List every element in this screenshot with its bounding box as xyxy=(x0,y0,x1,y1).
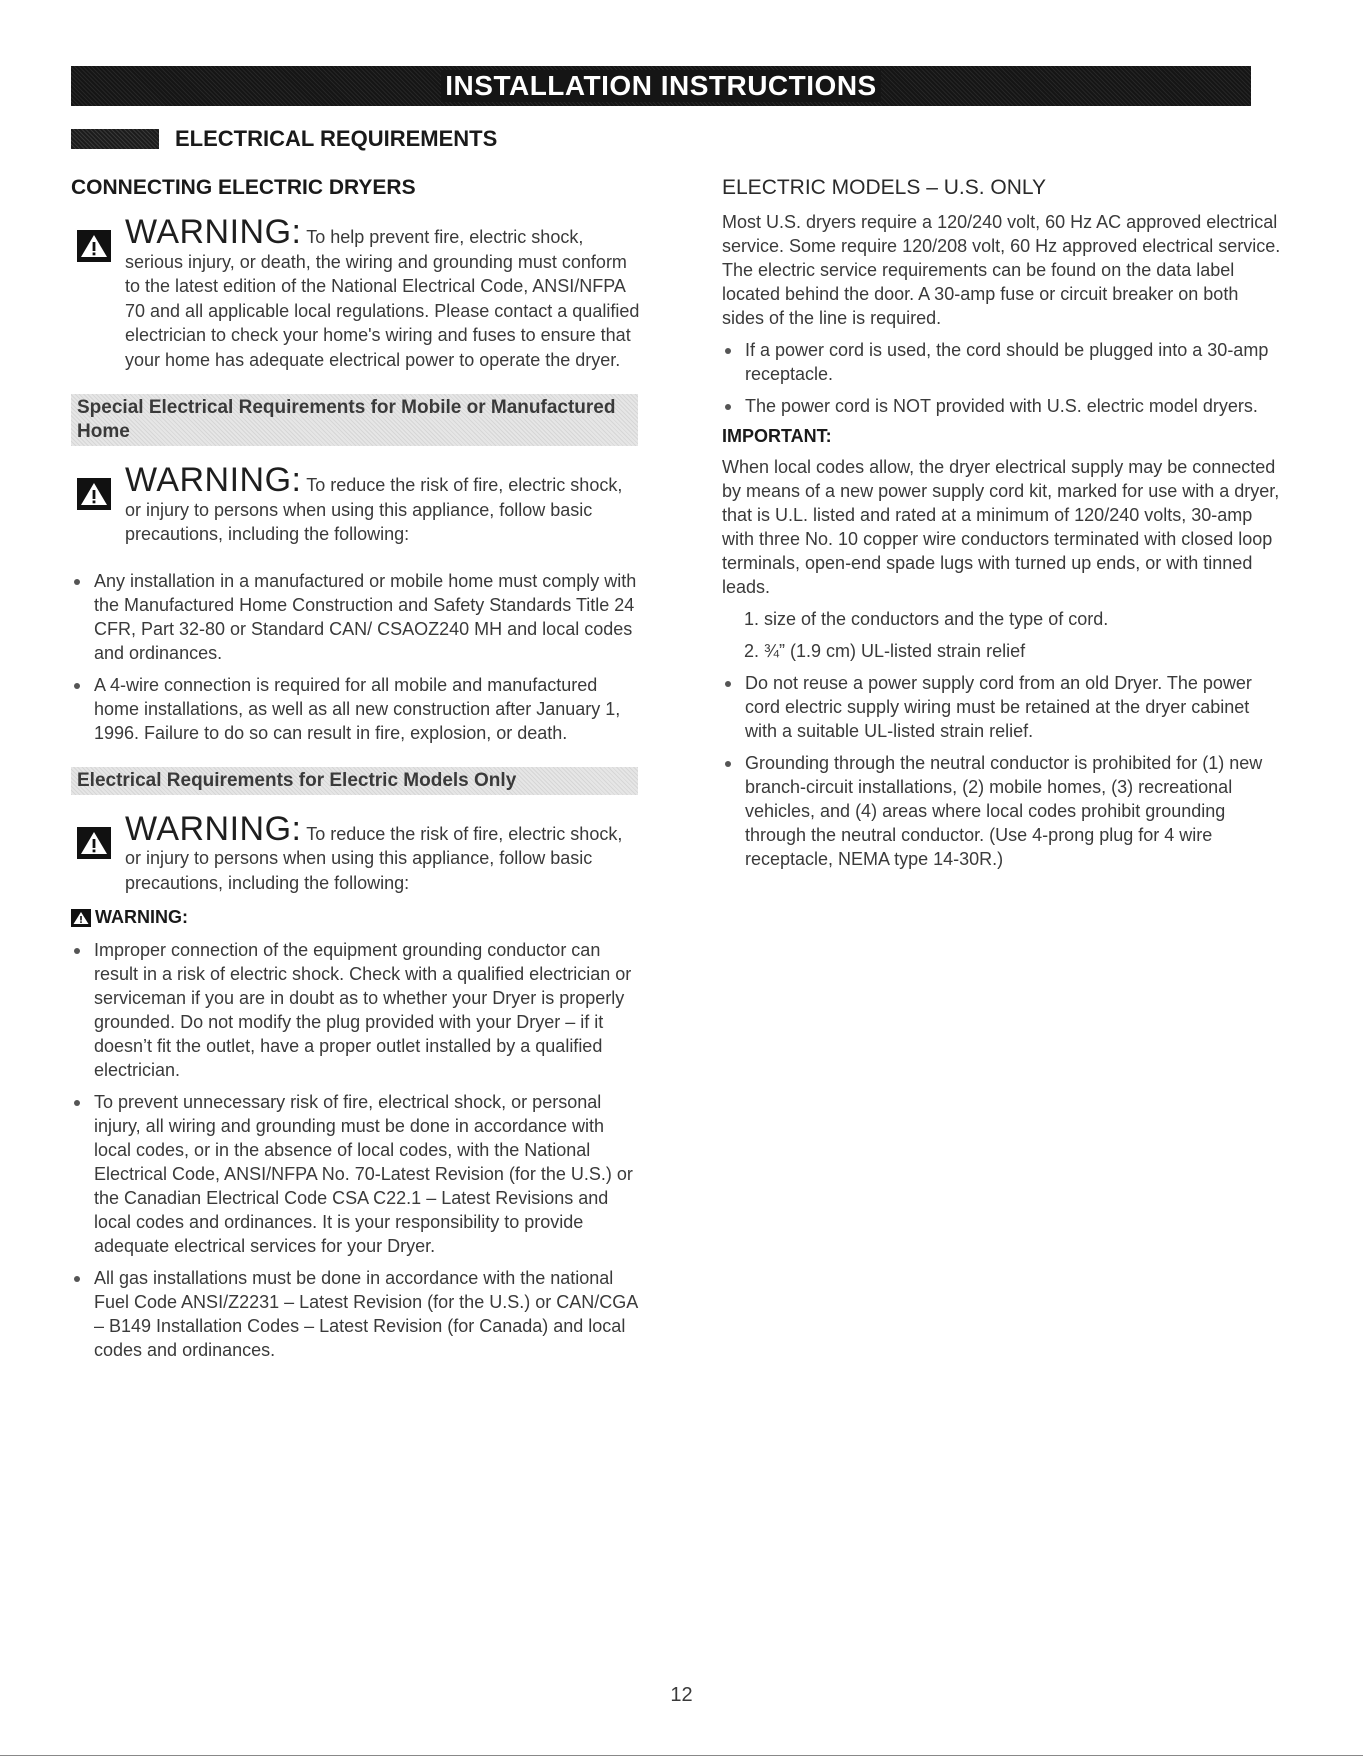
list-item: Grounding through the neutral conductor is prohibited for (1) new branch-circuit installations, (2) mobile homes, (3) recreational vehicles, and (4) areas where local codes prohibit grounding through the neutral conductor. (Use 4-prong plug for 4 wire receptacle, NEMA type 14-30R.) xyxy=(722,751,1282,871)
list-item: A 4-wire connection is required for all mobile and manufactured home installations, as well as all new construction after January 1, 1996. Failure to do so can result in fire, explosion, or death. xyxy=(71,673,641,745)
list-item: To prevent unnecessary risk of fire, electrical shock, or personal injury, all wiring and grounding must be done in accordance with local codes, or in the absence of local codes, with the National Electrical Code, ANSI/NFPA No. 70-Latest Revision (for the U.S.) or the Canadian Electrical Code CSA C22.1 – Latest Revisions and local codes and ordinances. It is your responsibility to provide adequate electrical services for your Dryer. xyxy=(71,1090,641,1258)
small-warning-label: WARNING: xyxy=(95,907,188,927)
list-item: Improper connection of the equipment grounding conductor can result in a risk of electric shock. Check with a qualified electrician or serviceman if you are in doubt as to whether your Dryer is properly grounded. Do not modify the plug provided with your Dryer – if it doesn’t fit the outlet, have a proper outlet installed by a qualified electrician. xyxy=(71,938,641,1082)
left-column xyxy=(71,176,641,1370)
important-label: IMPORTANT: xyxy=(722,426,832,446)
list-item: 2. ¾” (1.9 cm) UL-listed strain relief xyxy=(744,641,1026,661)
right-column xyxy=(722,176,1282,879)
list-item: Do not reuse a power supply cord from an old Dryer. The power cord electric supply wiring must be retained at the dryer cabinet with a suitable UL-listed strain relief. xyxy=(722,671,1282,743)
warning-word: WARNING: xyxy=(125,461,302,499)
warning-triangle-icon xyxy=(77,827,111,859)
warning-word: WARNING: xyxy=(125,809,302,848)
right-heading: ELECTRIC MODELS – U.S. ONLY xyxy=(722,176,1047,199)
list-item: 1. size of the conductors and the type of cord. xyxy=(744,609,1109,629)
warning-triangle-icon xyxy=(77,478,111,510)
mobile-bullet-list xyxy=(71,569,641,745)
small-warning-heading xyxy=(71,907,641,928)
electric-models-banner: Electrical Requirements for Electric Models Only xyxy=(71,767,638,795)
warning-block-1 xyxy=(71,213,641,372)
warning-triangle-icon xyxy=(71,909,91,927)
warning-body: or injury to persons when using this appliance, follow basic precautions, including the following: xyxy=(125,499,593,544)
page-number: 12 xyxy=(670,1684,693,1706)
cord-bullet-list xyxy=(722,338,1282,418)
list-item: Any installation in a manufactured or mobile home must comply with the Manufactured Home Construction and Safety Standards Title 24 CFR, Part 32-80 or Standard CAN/ CSAOZ240 MH and local codes and ordinances. xyxy=(71,569,641,665)
grounding-bullet-list xyxy=(722,671,1282,871)
section-header xyxy=(71,126,497,152)
important-paragraph: When local codes allow, the dryer electrical supply may be connected by means of a new power supply cord kit, marked for use with a dryer, that is U.L. listed and rated at a minimum of 120/240 volts, 30-amp with three No. 10 copper wire conductors terminated with closed loop terminals, open-end spade lugs with turned up ends, or with tinned leads. xyxy=(722,457,1280,597)
numbered-list xyxy=(722,607,1282,663)
intro-paragraph: Most U.S. dryers require a 120/240 volt, 60 Hz AC approved electrical service. Some require 120/208 volt, 60 Hz approved electrical service. The electric service requirements can be found on the data label located behind the door. A 30-amp fuse or circuit breaker on both sides of the line is required. xyxy=(722,212,1281,328)
section-bar xyxy=(71,129,159,149)
electric-bullet-list xyxy=(71,938,641,1362)
left-heading: CONNECTING ELECTRIC DRYERS xyxy=(71,176,416,199)
warning-body: serious injury, or death, the wiring and grounding must conform to the latest edition of the National Electrical Code, ANSI/NFPA 70 and all applicable local regulations. Please contact a qualified electrician to check your home's wiring and fuses to ensure that your home has adequate electrical power to operate the dryer. xyxy=(125,251,640,370)
warning-word: WARNING: xyxy=(125,213,302,251)
warning-lead: To reduce the risk of fire, electric shock, xyxy=(306,823,623,844)
warning-triangle-icon xyxy=(77,230,111,262)
list-item: If a power cord is used, the cord should be plugged into a 30-amp receptacle. xyxy=(722,338,1282,386)
section-title: ELECTRICAL REQUIREMENTS xyxy=(175,126,498,151)
warning-lead: To reduce the risk of fire, electric shock, xyxy=(306,475,623,495)
warning-body: or injury to persons when using this appliance, follow basic precautions, including the following: xyxy=(125,848,593,893)
bottom-divider xyxy=(0,1755,1363,1756)
list-item: All gas installations must be done in accordance with the national Fuel Code ANSI/Z2231 – Latest Revision (for the U.S.) or CAN/CGA – B149 Installation Codes – Latest Revision (for Canada) and local codes and ordinances. xyxy=(71,1266,641,1362)
mobile-home-banner: Special Electrical Requirements for Mobile or Manufactured Home xyxy=(71,394,638,446)
list-item: The power cord is NOT provided with U.S. electric model dryers. xyxy=(722,394,1282,418)
warning-block-3 xyxy=(71,809,641,896)
warning-block-2 xyxy=(71,461,641,547)
header-banner xyxy=(71,66,1251,106)
banner-title: INSTALLATION INSTRUCTIONS xyxy=(441,70,880,102)
warning-lead: To help prevent fire, electric shock, xyxy=(306,227,584,247)
